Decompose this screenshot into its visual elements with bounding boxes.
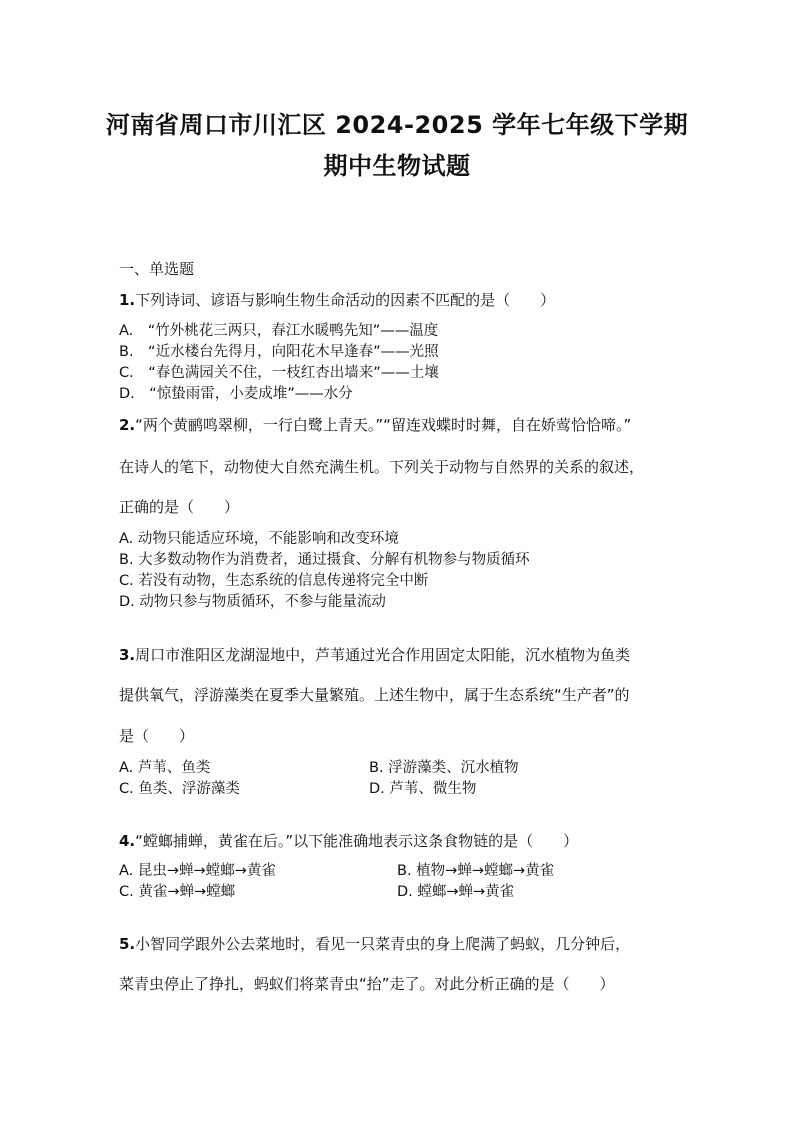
- question-3-option-c: C. 鱼类、浮游藻类: [119, 781, 240, 797]
- question-1-number: 1.: [119, 291, 136, 309]
- question-4-option-d: D. 螳螂→蝉→黄雀: [397, 884, 515, 900]
- question-1-option-b: B. “近水楼台先得月，向阳花木早逢春”——光照: [119, 344, 439, 360]
- question-5-text-line2: 菜青虫停止了挣扎，蚂蚁们将菜青虫“抬”走了。对此分析正确的是（ ）: [119, 975, 615, 993]
- question-4-option-b: B. 植物→蝉→螳螂→黄雀: [397, 863, 555, 879]
- question-5-stem: [119, 934, 630, 954]
- question-5-text-line1: 小智同学跟外公去菜地时，看见一只菜青虫的身上爬满了蚂蚁，几分钟后，: [135, 935, 631, 953]
- question-2-option-c: C. 若没有动物，生态系统的信息传递将完全中断: [119, 573, 429, 589]
- question-1-option-c: C. “春色满园关不住，一枝红杏出墙来”——土壤: [119, 365, 439, 381]
- page-title: 河南省周口市川汇区 2024-2025 学年七年级下学期: [105, 111, 689, 139]
- question-3-text-line2: 提供氧气，浮游藻类在夏季大量繁殖。上述生物中，属于生态系统“生产者”的: [119, 686, 630, 704]
- question-2-option-d: D. 动物只参与物质循环，不参与能量流动: [119, 594, 386, 610]
- question-4-text: “螳螂捕蝉，黄雀在后。”以下能准确地表示这条食物链的是（ ）: [135, 832, 579, 850]
- question-3-number: 3.: [119, 646, 136, 664]
- question-1-text: 下列诗词、谚语与影响生物生命活动的因素不匹配的是（ ）: [135, 291, 556, 309]
- question-5-number: 5.: [119, 935, 136, 953]
- question-1-option-a: A. “竹外桃花三两只，春江水暖鸭先知”——温度: [119, 323, 439, 339]
- question-3-stem: [119, 645, 630, 665]
- question-3-text-line3: 是（ ）: [119, 727, 195, 745]
- question-3-option-d: D. 芦苇、微生物: [369, 781, 477, 797]
- question-2-text-line3: 正确的是（ ）: [119, 498, 240, 516]
- question-3-option-a: A. 芦苇、鱼类: [119, 760, 211, 776]
- question-1-stem: [119, 290, 555, 310]
- question-4-option-c: C. 黄雀→蝉→螳螂: [119, 884, 236, 900]
- question-2-option-a: A. 动物只能适应环境，不能影响和改变环境: [119, 531, 399, 547]
- question-1-option-d: D. “惊蛰雨雷，小麦成堆”——水分: [119, 386, 353, 402]
- question-4-option-a: A. 昆虫→蝉→螳螂→黄雀: [119, 863, 276, 879]
- question-2-option-b: B. 大多数动物作为消费者，通过摄食、分解有机物参与物质循环: [119, 552, 530, 568]
- question-2-number: 2.: [119, 416, 136, 434]
- page-title-line2: 期中生物试题: [323, 152, 471, 180]
- question-3-option-b: B. 浮游藻类、沉水植物: [369, 760, 519, 776]
- question-2-stem: [119, 415, 631, 435]
- question-2-text-line2: 在诗人的笔下，动物使大自然充满生机。下列关于动物与自然界的关系的叙述，: [119, 458, 645, 476]
- question-4-stem: [119, 831, 578, 851]
- question-3-text-line1: 周口市淮阳区龙湖湿地中，芦苇通过光合作用固定太阳能，沉水植物为鱼类: [135, 646, 631, 664]
- section-heading: 一、单选题: [119, 260, 195, 278]
- question-4-number: 4.: [119, 832, 136, 850]
- question-2-text-line1: “两个黄鹂鸣翠柳，一行白鹭上青天。”“留连戏蝶时时舞，自在娇莺恰恰啼。”: [135, 416, 632, 434]
